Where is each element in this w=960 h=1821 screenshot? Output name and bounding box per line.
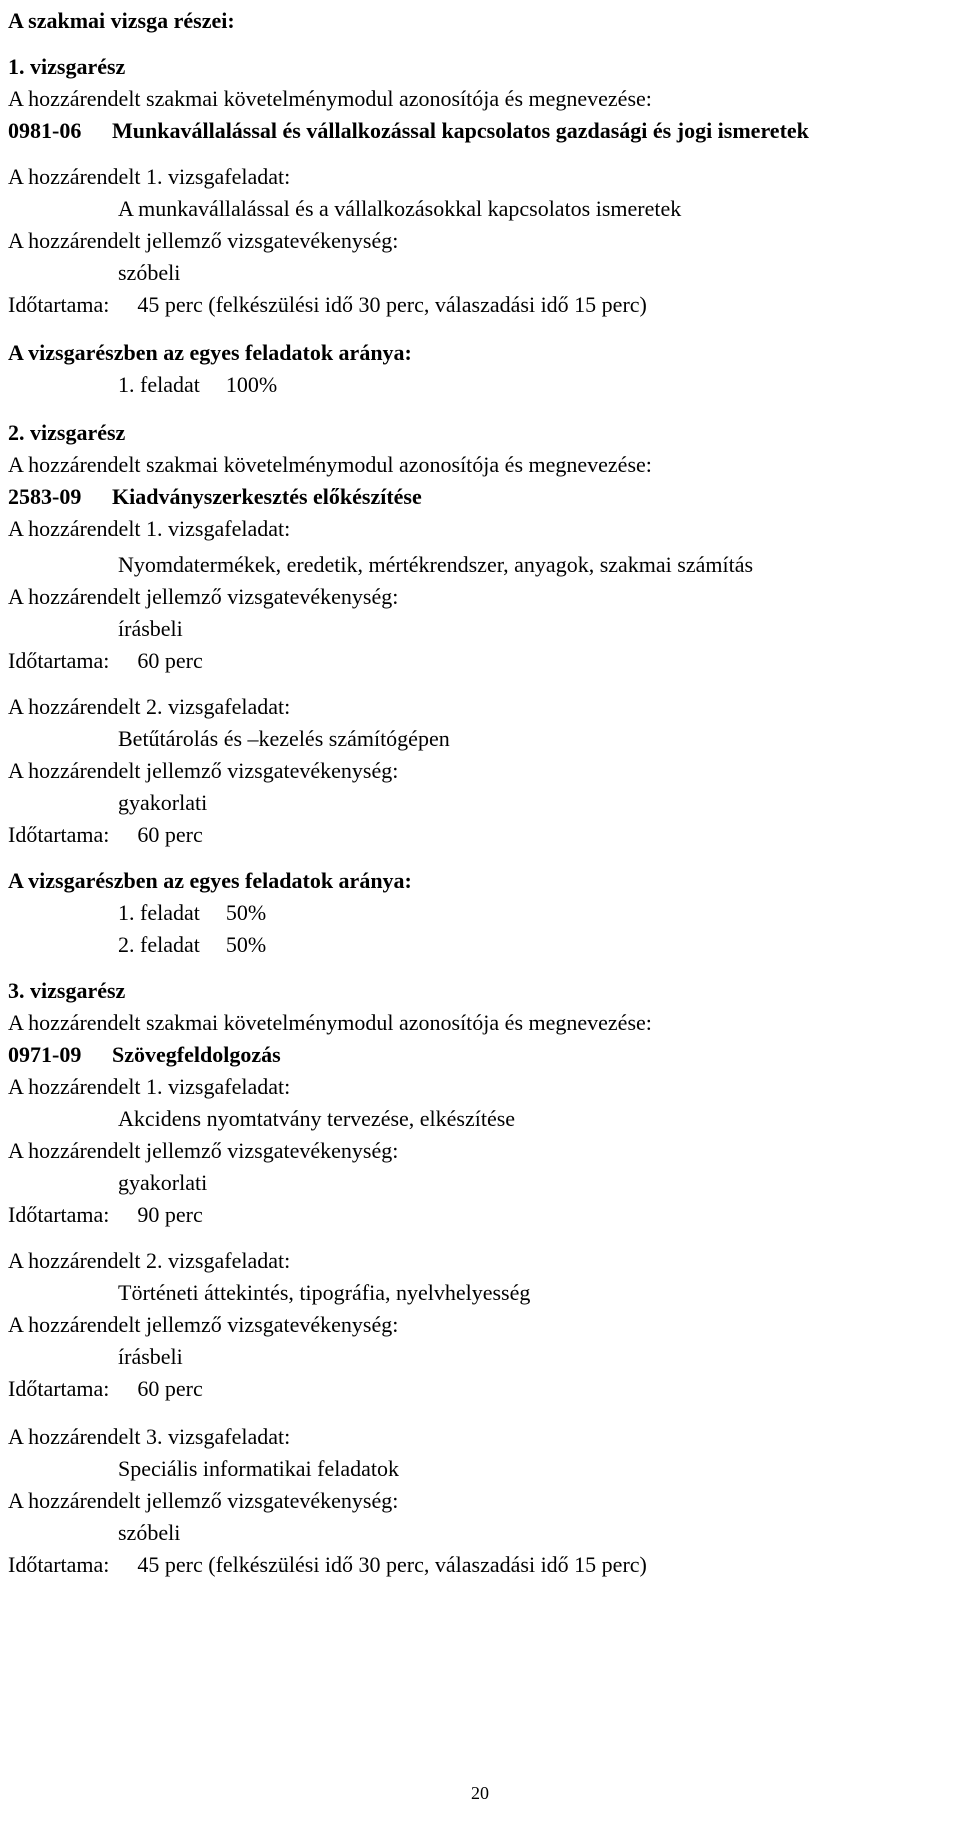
activity-label: A hozzárendelt jellemző vizsgatevékenység:: [8, 228, 399, 253]
page-number: 20: [471, 1783, 489, 1803]
activity-value: írásbeli: [118, 1344, 183, 1369]
task-heading: A hozzárendelt 2. vizsgafeladat:: [8, 694, 291, 719]
task-heading: A hozzárendelt 1. vizsgafeladat:: [8, 1074, 291, 1099]
task-name: Betűtárolás és –kezelés számítógépen: [118, 726, 450, 751]
duration-line: [8, 822, 203, 848]
module-code: 0971-09: [8, 1042, 82, 1067]
task-name: Akcidens nyomtatvány tervezése, elkészítése: [118, 1106, 516, 1131]
duration-label: Időtartama:: [8, 1376, 110, 1401]
part-2-title: 2. vizsgarész: [8, 420, 126, 445]
task-heading: A hozzárendelt 1. vizsgafeladat:: [8, 164, 291, 189]
document-heading: A szakmai vizsga részei:: [8, 8, 235, 33]
duration-value: 45 perc (felkészülési idő 30 perc, válaszadási idő 15 perc): [137, 1552, 647, 1577]
duration-line: [8, 648, 203, 674]
part-1-module-label: A hozzárendelt szakmai követelménymodul azonosítója és megnevezése:: [8, 86, 652, 111]
module-code: 0981-06: [8, 118, 82, 143]
module-code: 2583-09: [8, 484, 82, 509]
duration-value: 60 perc: [137, 822, 203, 847]
task-name: Speciális informatikai feladatok: [118, 1456, 400, 1481]
part-2-module: [8, 484, 422, 510]
duration-label: Időtartama:: [8, 1202, 110, 1227]
ratio-task: 1. feladat: [118, 900, 200, 925]
activity-label: A hozzárendelt jellemző vizsgatevékenység:: [8, 584, 399, 609]
part-3-title: 3. vizsgarész: [8, 978, 126, 1003]
duration-line: [8, 1552, 647, 1578]
ratio-task: 1. feladat: [118, 372, 200, 397]
activity-value: gyakorlati: [118, 790, 208, 815]
duration-line: [8, 292, 647, 318]
part-1-module: [8, 118, 809, 144]
part-1-title: 1. vizsgarész: [8, 54, 126, 79]
ratio-value: 50%: [225, 900, 267, 925]
module-name: Munkavállalással és vállalkozással kapcsolatos gazdasági és jogi ismeretek: [112, 118, 809, 143]
activity-label: A hozzárendelt jellemző vizsgatevékenység:: [8, 758, 399, 783]
activity-value: gyakorlati: [118, 1170, 208, 1195]
ratio-row: [118, 900, 266, 926]
duration-value: 45 perc (felkészülési idő 30 perc, válaszadási idő 15 perc): [137, 292, 647, 317]
module-name: Szövegfeldolgozás: [112, 1042, 281, 1067]
ratio-value: 50%: [225, 932, 267, 957]
duration-value: 60 perc: [137, 648, 203, 673]
part-3-module-label: A hozzárendelt szakmai követelménymodul azonosítója és megnevezése:: [8, 1010, 652, 1035]
activity-label: A hozzárendelt jellemző vizsgatevékenység:: [8, 1312, 399, 1337]
ratio-task: 2. feladat: [118, 932, 200, 957]
activity-value: szóbeli: [118, 1520, 181, 1545]
task-name: Nyomdatermékek, eredetik, mértékrendszer, anyagok, szakmai számítás: [118, 552, 754, 577]
part-2-module-label: A hozzárendelt szakmai követelménymodul azonosítója és megnevezése:: [8, 452, 652, 477]
ratio-row: [118, 932, 266, 958]
duration-label: Időtartama:: [8, 648, 110, 673]
task-name: Történeti áttekintés, tipográfia, nyelvhelyesség: [118, 1280, 531, 1305]
duration-value: 90 perc: [137, 1202, 203, 1227]
task-heading: A hozzárendelt 1. vizsgafeladat:: [8, 516, 291, 541]
duration-line: [8, 1202, 203, 1228]
duration-line: [8, 1376, 203, 1402]
duration-label: Időtartama:: [8, 292, 110, 317]
duration-value: 60 perc: [137, 1376, 203, 1401]
ratio-heading: A vizsgarészben az egyes feladatok aránya:: [8, 340, 412, 365]
ratio-row: [118, 372, 277, 398]
task-heading: A hozzárendelt 2. vizsgafeladat:: [8, 1248, 291, 1273]
activity-value: szóbeli: [118, 260, 181, 285]
activity-value: írásbeli: [118, 616, 183, 641]
ratio-value: 100%: [225, 372, 278, 397]
part-3-module: [8, 1042, 281, 1068]
module-name: Kiadványszerkesztés előkészítése: [112, 484, 422, 509]
task-heading: A hozzárendelt 3. vizsgafeladat:: [8, 1424, 291, 1449]
activity-label: A hozzárendelt jellemző vizsgatevékenység:: [8, 1488, 399, 1513]
activity-label: A hozzárendelt jellemző vizsgatevékenység:: [8, 1138, 399, 1163]
duration-label: Időtartama:: [8, 822, 110, 847]
task-name: A munkavállalással és a vállalkozásokkal kapcsolatos ismeretek: [118, 196, 682, 221]
duration-label: Időtartama:: [8, 1552, 110, 1577]
ratio-heading: A vizsgarészben az egyes feladatok aránya:: [8, 868, 412, 893]
